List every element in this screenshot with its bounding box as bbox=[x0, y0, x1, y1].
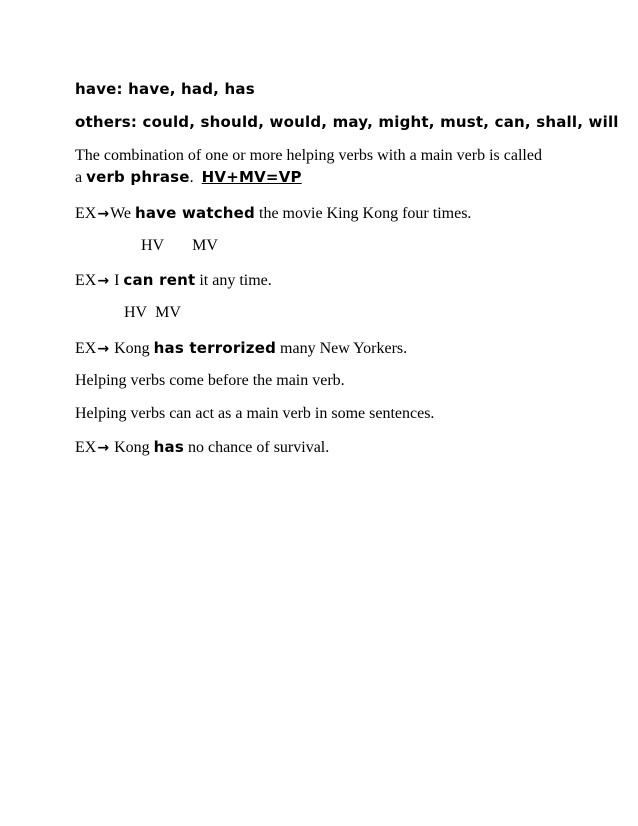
formula: HV+MV=VP bbox=[201, 168, 302, 186]
definition-line-1: The combination of one or more helping verbs with a main verb is called bbox=[75, 147, 542, 164]
example-2-labels bbox=[124, 303, 181, 323]
example-subject: We bbox=[110, 205, 131, 222]
example-label: EX bbox=[75, 205, 97, 222]
arrow-right-icon: → bbox=[97, 206, 110, 222]
example-rest: many New Yorkers. bbox=[280, 340, 408, 357]
example-rest: no chance of survival. bbox=[187, 439, 330, 456]
verb-phrase-example: can rent bbox=[123, 271, 196, 289]
arrow-right-icon: → bbox=[97, 341, 110, 357]
verb-phrase-example: have watched bbox=[134, 204, 255, 222]
example-1-labels bbox=[141, 236, 218, 256]
verb-phrase-term: verb phrase bbox=[86, 168, 190, 186]
other-helping-verbs-line: others: could, should, would, may, might, must, can, shall, will bbox=[75, 113, 619, 131]
rule-2: Helping verbs can act as a main verb in some sentences. bbox=[75, 405, 435, 422]
example-rest: the movie King Kong four times. bbox=[259, 205, 472, 222]
example-subject: I bbox=[114, 272, 120, 289]
example-subject: Kong bbox=[114, 340, 150, 357]
verb-phrase-example: has bbox=[153, 438, 184, 456]
mv-label: MV bbox=[192, 237, 218, 254]
example-rest: it any time. bbox=[199, 272, 272, 289]
definition-line-2 bbox=[75, 167, 302, 188]
example-subject: Kong bbox=[114, 439, 150, 456]
example-3 bbox=[75, 338, 407, 359]
article-a: a bbox=[75, 169, 83, 186]
period: . bbox=[189, 169, 194, 186]
arrow-right-icon: → bbox=[97, 440, 110, 456]
verb-phrase-example: has terrorized bbox=[153, 339, 277, 357]
example-label: EX bbox=[75, 439, 97, 456]
have-forms-line: have: have, had, has bbox=[75, 80, 255, 98]
example-label: EX bbox=[75, 340, 97, 357]
example-1 bbox=[75, 203, 471, 224]
mv-label: MV bbox=[155, 304, 181, 321]
example-2 bbox=[75, 270, 272, 291]
arrow-right-icon: → bbox=[97, 273, 110, 289]
hv-label: HV bbox=[141, 237, 165, 254]
hv-label: HV bbox=[124, 304, 148, 321]
example-label: EX bbox=[75, 272, 97, 289]
rule-1: Helping verbs come before the main verb. bbox=[75, 372, 345, 389]
example-4 bbox=[75, 437, 329, 458]
